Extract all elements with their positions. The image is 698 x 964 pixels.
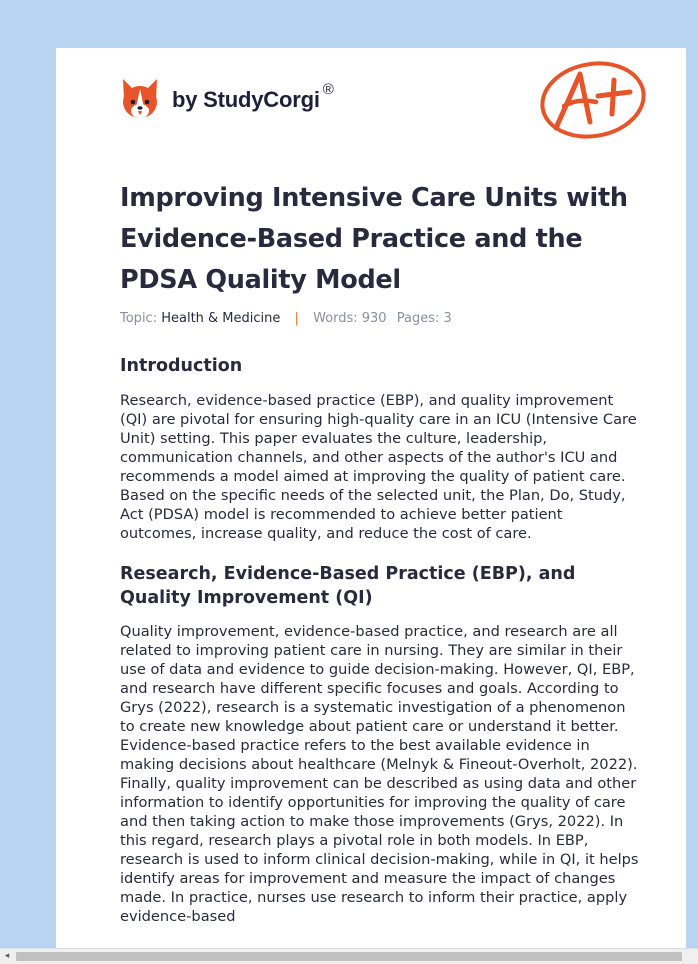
document-title: Improving Intensive Care Units with Evidence-Based Practice and the PDSA Quality Model: [120, 183, 628, 295]
registered-mark: ®: [322, 81, 334, 98]
brand-name: by StudyCorgi ®: [172, 81, 334, 112]
section-body-introduction: Research, evidence-based practice (EBP), and quality improvement (QI) are pivotal for ensuring high-quality care in an ICU (Intensive Care Unit) setting. This paper evaluates the culture, leadership, communication channels, and other aspects of the author's ICU and recommends a model aimed at improving the quality of patient care. Based on the specific needs of the selected unit, the Plan, Do, Study, Act (PDSA) model is recommended to achieve better patient outcomes, increase quality, and reduce the cost of care.: [120, 392, 637, 542]
section-heading-research-ebp-qi: Research, Evidence-Based Practice (EBP), and Quality Improvement (QI): [120, 564, 576, 608]
topic-label: Topic:: [120, 311, 158, 326]
section-heading-introduction: Introduction: [120, 356, 243, 376]
topic-value[interactable]: Health & Medicine: [161, 311, 281, 326]
document-page: [56, 48, 686, 964]
corgi-icon: [120, 77, 160, 123]
scrollbar-thumb[interactable]: [16, 952, 682, 961]
horizontal-scrollbar[interactable]: [0, 948, 698, 964]
document-meta: [120, 311, 452, 326]
section-body-research-ebp-qi: Quality improvement, evidence-based practice, and research are all related to improving patient care in nursing. They are similar in their use of data and evidence to guide decision-making. However, QI, EBP, and research have different specific focuses and goals. According to Grys (2022), research is a systematic investigation of a phenomenon to create new knowledge about patient care or understand it better. Evidence-based practice refers to the best available evidence in making decisions about healthcare (Melnyk & Fineout-Overholt, 2022). Finally, quality improvement can be described as using data and other information to identify opportunities for improving the quality of care and then taking action to make those improvements (Grys, 2022). In this regard, research plays a pivotal role in both models. In EBP, research is used to inform clinical decision-making, while in QI, it helps identify areas for improvement and measure the impact of changes made. In practice, nurses use research to inform their practice, apply evidence-based: [120, 623, 639, 925]
scroll-left-arrow-icon[interactable]: ◂: [4, 951, 10, 961]
word-count: Words: 930: [313, 311, 387, 326]
grade-badge: [538, 58, 650, 146]
a-plus-grade-icon: [538, 58, 650, 142]
brand-logo[interactable]: [120, 76, 334, 124]
meta-separator: |: [294, 311, 299, 326]
page-count: Pages: 3: [396, 311, 452, 326]
